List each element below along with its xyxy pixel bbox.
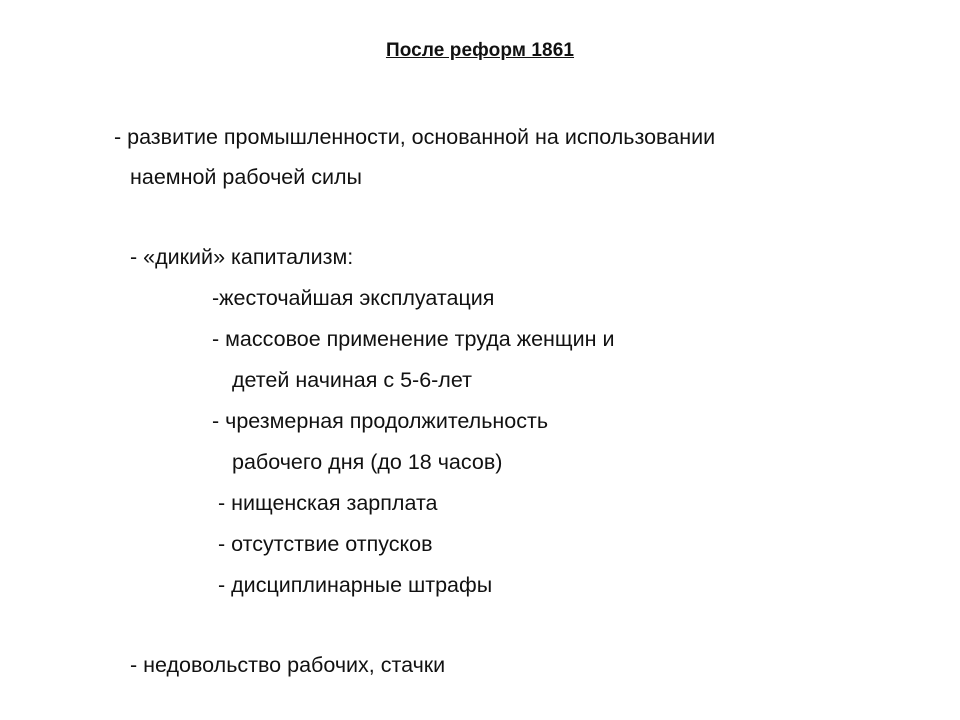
sub-bullet-long-hours: - чрезмерная продолжительность [212,409,549,433]
bullet-strikes: - недовольство рабочих, стачки [130,653,446,677]
bullet-industry-cont: наемной рабочей силы [130,165,362,189]
sub-bullet-low-wage: - нищенская зарплата [218,491,438,515]
sub-bullet-women-children-cont: детей начиная с 5-6-лет [232,368,472,392]
sub-bullet-women-children: - массовое применение труда женщин и [212,327,615,351]
bullet-wild-capitalism: - «дикий» капитализм: [130,245,354,269]
slide-title: После реформ 1861 [385,40,575,61]
sub-bullet-no-vacation: - отсутствие отпусков [218,532,433,556]
bullet-industry: - развитие промышленности, основанной на использовании [114,125,716,149]
sub-bullet-long-hours-cont: рабочего дня (до 18 часов) [232,450,503,474]
sub-bullet-exploitation: -жесточайшая эксплуатация [212,286,495,310]
sub-bullet-fines: - дисциплинарные штрафы [218,573,493,597]
